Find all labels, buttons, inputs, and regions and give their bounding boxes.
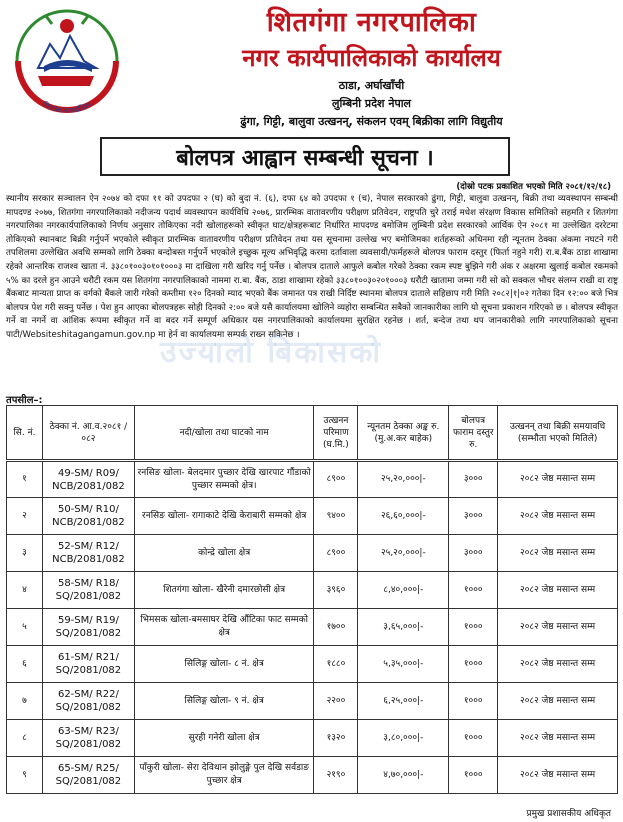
table-row [7,535,618,572]
cell-form-fee: ३००० [449,498,498,535]
cell-river: सिलिङ्ग खोला- ८ नं. क्षेत्र [134,646,314,683]
cell-period: २०८२ जेष्ठ मसान्त सम्म [498,683,618,720]
cell-tender-no: 63-SM/ R23/ SQ/2081/082 [42,720,134,757]
publish-date: (दोस्रो पटक प्रकाशित भएको मिति २०८१/१२/१८) [456,182,611,192]
cell-form-fee: १००० [449,572,498,609]
cell-min-price: २५,२०,०००|- [358,461,449,498]
cell-quantity: ८९०० [314,461,358,498]
cell-min-price: ३,६५,०००|- [358,609,449,646]
table-row [7,646,618,683]
notice-title: बोलपत्र आह्वान सम्बन्धी सूचना । [176,145,434,171]
cell-form-fee: १००० [449,646,498,683]
table-row [7,572,618,609]
table-row [7,498,618,535]
cell-min-price: ८,४०,०००|- [358,572,449,609]
cell-quantity: १७०० [314,609,358,646]
cell-tender-no: 50-SM/ R10/ NCB/2081/082 [42,498,134,535]
header-quantity: उत्खनन परिमाण (घ.मि.) [314,406,358,461]
office-name: नगर कार्यपालिकाको कार्यालय [242,44,501,72]
letterhead [0,0,623,140]
cell-quantity: ८९०० [314,535,358,572]
tender-table [6,405,618,794]
cell-period: २०८२ जेष्ठ मसान्त सम्म [498,609,618,646]
cell-tender-no: 49-SM/ R09/ NCB/2081/082 [42,461,134,498]
table-row [7,757,618,794]
municipality-emblem-icon [8,6,126,116]
cell-quantity: ३९६० [314,572,358,609]
cell-river: सिलिङ्ग खोला- ९ नं. क्षेत्र [134,683,314,720]
table-header-row [7,406,618,461]
cell-tender-no: 52-SM/ R12/ NCB/2081/082 [42,535,134,572]
cell-min-price: २५,२०,०००|- [358,535,449,572]
cell-period: २०८२ जेष्ठ मसान्त सम्म [498,757,618,794]
cell-sn: ४ [7,572,43,609]
cell-sn: ६ [7,646,43,683]
table-row [7,720,618,757]
header-river: नदी/खोला तथा घाटको नाम [134,406,314,461]
notice-body: स्थानीय सरकार सञ्चालन ऐन २०७४ को दफा ११ को उपदफा २ (घ) को बुदा नं. (६), दफा ६४ को उपदफा १ (च), नेपाल सरकारको ढुंगा, गिट्टी, बालुवा उत्खनन्, बिक्री तथा व्यवस्थापन सम्बन्धी मापदण्ड २०७७, शितगंगा नगरपालिकाको नदीजन्य पदार्थ व्यवस्थापन कार्यविधि २०७६, प्रारम्भिक वातावरणीय परीक्षण प्रतिवेदन, राष्ट्रपति चुरे तराई मधेश संरक्षण विकास समितिको सहमति र शितगंगा नगरपालिका नगरकार्यपालिकाको निर्णय अनुसार तोकिएका नदी खोलाहरूको स्वीकृत घाट/क्षेत्रहरूबाट निर्धारित मापदण्ड बमोजिम लुम्बिनी प्रदेश सरकारको आर्थिक ऐन २०८१ मा उल्लेखित दररेटमा तोकिएको स्थानबाट बिक्री गर्नुपर्ने भएकोले स्वीकृत प्रारम्भिक वातावरणीय परीक्षण प्रतिवेदन तथा यस सूचनामा उल्लेख भए बमोजिमका शर्तहरूको अधिनमा रही न्यूनतम ठेक्का अंकमा नघटने गरी तपशिलमा उल्लेखित अवधि सम्मको लागि ठेक्का बन्दोबस्त गर्नुपर्ने भएकोले इच्छुक मूल्य अभिवृद्धि करमा दर्तावाला व्यवसायी/फर्महरूले बोलपत्र फाराम दस्तुर (फिर्ता नहुने गरी) रा.ब.बैंक ठाडा शाखामा रहेको आन्तरिक राजश्व खाता नं. ३३८०१००३०१०१०००३ मा दाखिला गरी खरिद गर्नु पर्नेछ । बोलपत्र दाताले आफुले कबोल गरेको ठेक्का रकम स्पष्ट बुझिने गरी अंक र अक्षरमा खुलाई कबोल रकमको ५% का दरले हुन आउने धरौटी रकम यस शितगंगा नगरपालिकाको नाममा रा.बा. बैंक, ठाडा शाखामा रहेको ३३८०१००३०२०१०००३ धरौटी खातामा जम्मा गरी सो को सक्कल भौचर संलग्न राखी वा राष्ट्र बैंकबाट मान्यता प्राप्त क वर्गको बैंकले जारी गरेको कम्तीमा १२० दिनको म्याद भएको बैंक जमानत पत्र राखी निर्दिष्ट स्थानमा बोलपत्र दाताले सहिछाप गरी मिति २०८२|१|०२ गतेका दिन १२:०० बजे भित्र बोलपत्र पेश गरी सक्नु पर्नेछ । पेश हुन आएका बोलपत्रहरू सोही दिनको २:०० बजे यसै कार्यालयमा खोलिने व्यहोरा सम्बन्धित सबैको जानकारीका लागि यो सूचना प्रकाशन गरिएको छ । बोलपत्र स्वीकृत गर्ने वा नगर्ने वा आंशिक रूपमा स्वीकृत गर्ने वा बदर गर्ने सम्पूर्ण अधिकार यस नगरपालिकाको कार्यालयमा सुरक्षित रहनेछ । शर्त, बन्देज तथा थप जानकारीको लागि नगरपालिकाको सूचना पाटी/Websiteshitagangamun.gov.np मा हेर्न वा कार्यालयमा सम्पर्क राख्न सकिनेछ । [6,194,618,340]
office-address: ठाडा, अर्घाखाँची [338,79,405,92]
cell-river: भिमसक खोला-बमसाघर देखि औंटिका फाट सम्मको क्षेत्र [134,609,314,646]
cell-river: रनसिङ खोला- बेलदमार पुच्छार देखि खारपाट गौंडाको पुच्छार सम्मको क्षेत्र। [134,461,314,498]
signatory-title: प्रमुख प्रशासकीय अधिकृत [526,809,611,819]
cell-form-fee: ३००० [449,535,498,572]
cell-form-fee: १००० [449,609,498,646]
cell-quantity: २१९० [314,757,358,794]
table-row [7,461,618,498]
cell-period: २०८२ जेष्ठ मसान्त सम्म [498,498,618,535]
cell-min-price: ६,२५,०००|- [358,683,449,720]
cell-sn: ९ [7,757,43,794]
cell-river: कोन्द्रे खोला क्षेत्र [134,535,314,572]
cell-river: रनसिङ खोला- रागाकाटे देखि केराबारी सम्मको क्षेत्र [134,498,314,535]
cell-period: २०८२ जेष्ठ मसान्त सम्म [498,572,618,609]
header-sn: सि. नं. [7,406,43,461]
cell-period: २०८२ जेष्ठ मसान्त सम्म [498,535,618,572]
details-label: तपसील–: [6,395,43,406]
cell-quantity: १३२० [314,720,358,757]
cell-sn: ५ [7,609,43,646]
cell-tender-no: 58-SM/ R18/ SQ/2081/082 [42,572,134,609]
notice-title-box [100,137,510,176]
header-form-fee: बोलपत्र फाराम दस्तुर रु. [449,406,498,461]
cell-min-price: ५,३५,०००|- [358,646,449,683]
cell-min-price: ३,८०,०००|- [358,720,449,757]
cell-period: २०८२ जेष्ठ मसान्त सम्म [498,461,618,498]
table-row [7,683,618,720]
header-period: उत्खनन् तथा बिक्री समयावधि (सम्भौता भएको मितिले) [498,406,618,461]
notice-purpose: ढुंगा, गिट्टी, बालुवा उत्खनन्, संकलन एवम् बिक्रीका लागि विद्युतीय [240,115,503,128]
cell-tender-no: 59-SM/ R19/ SQ/2081/082 [42,609,134,646]
table-row [7,609,618,646]
cell-quantity: १८८० [314,646,358,683]
cell-river: पाँकुरी खोला- सेरा देविथान झोलुङ्गे पुल देखि सर्वडाङ पुच्छार क्षेत्र [134,757,314,794]
cell-min-price: २६,६०,०००|- [358,498,449,535]
cell-sn: ७ [7,683,43,720]
cell-period: २०८२ जेष्ठ मसान्त सम्म [498,720,618,757]
cell-tender-no: 65-SM/ R25/ SQ/2081/082 [42,757,134,794]
province-name: लुम्बिनी प्रदेश नेपाल [331,97,412,110]
cell-sn: ८ [7,720,43,757]
cell-min-price: ४,७०,०००|- [358,757,449,794]
cell-sn: २ [7,498,43,535]
watermark: उज्यालो बिकासको [160,335,383,370]
cell-period: २०८२ जेष्ठ मसान्त सम्म [498,646,618,683]
cell-quantity: ९४०० [314,498,358,535]
cell-form-fee: १००० [449,683,498,720]
municipality-name: शितगंगा नगरपालिका [266,7,477,38]
cell-form-fee: ३००० [449,461,498,498]
cell-form-fee: १००० [449,720,498,757]
cell-sn: ३ [7,535,43,572]
cell-sn: १ [7,461,43,498]
cell-tender-no: 62-SM/ R22/ SQ/2081/082 [42,683,134,720]
svg-text:शितगंगा नगरपालिका: शितगंगा नगरपालिका [41,100,93,116]
cell-tender-no: 61-SM/ R21/ SQ/2081/082 [42,646,134,683]
header-tender-no: ठेक्का नं. आ.व.२०८१ /०८२ [42,406,134,461]
cell-quantity: २२०० [314,683,358,720]
cell-form-fee: १००० [449,757,498,794]
cell-river: सुरही गनेरी खोला क्षेत्र [134,720,314,757]
cell-river: शितगंगा खोला- खैरेनी दमारछोसी क्षेत्र [134,572,314,609]
header-min-price: न्यूनतम ठेक्का अङ्क रु.(मु.अ.कर बाहेक) [358,406,449,461]
